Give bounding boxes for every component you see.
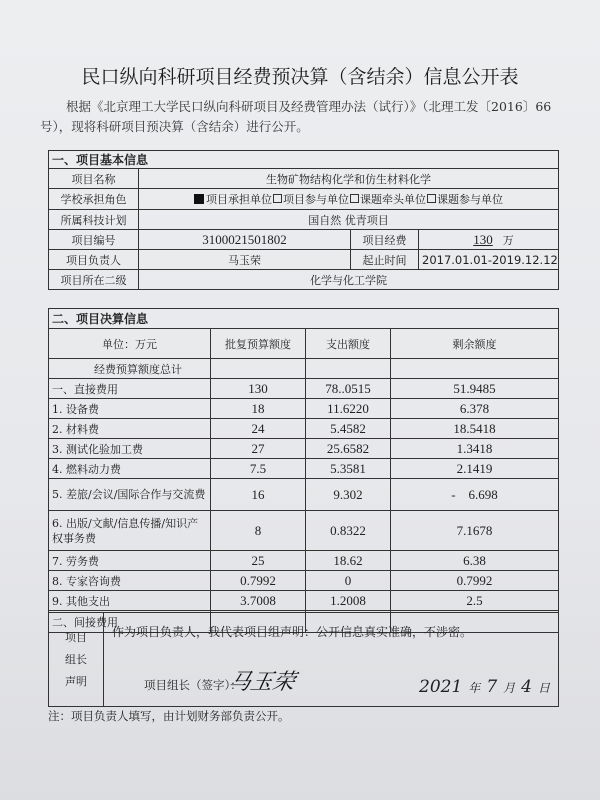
approved-budget: 18: [211, 399, 306, 419]
row-label: 9. 其他支出: [49, 591, 211, 611]
section2-heading: 二、项目决算信息: [49, 309, 559, 329]
table-row: [49, 551, 559, 571]
table-row: [49, 439, 559, 459]
footnote: 注：项目负责人填写，由计划财务部负责公开。: [48, 709, 290, 723]
fund-label: 项目经费: [351, 230, 419, 250]
expenditure: 78..0515: [306, 379, 391, 399]
basic-info-table: [48, 150, 559, 290]
table-row: [49, 479, 559, 511]
expenditure: 11.6220: [306, 399, 391, 419]
expenditure: 1.2008: [306, 591, 391, 611]
intro-paragraph: 根据《北京理工大学民口纵向科研项目及经费管理办法（试行）》（北理工发〔2016〕66号），现将科研项目预决算（含结余）进行公开。: [40, 99, 552, 134]
checkbox-empty-icon: [350, 194, 359, 203]
dept-label: 项目所在二级: [49, 270, 139, 290]
expenditure: 9.302: [306, 479, 391, 511]
table-row: [49, 571, 559, 591]
plan-value: 国自然 优青项目: [139, 210, 559, 230]
checkbox-empty-icon: [273, 194, 282, 203]
approved-budget: 25: [211, 551, 306, 571]
row-label: 6. 出版/文献/信息传播/知识产权事务费: [49, 511, 211, 551]
expenditure: [306, 359, 391, 379]
plan-label: 所属科技计划: [49, 210, 139, 230]
leader-value: 马玉荣: [139, 250, 351, 270]
column-header: 支出额度: [306, 329, 391, 359]
remaining: 1.3418: [391, 439, 559, 459]
remaining: 0.7992: [391, 571, 559, 591]
remaining: 6.378: [391, 399, 559, 419]
fund-cell: [419, 230, 559, 250]
period-label: 起止时间: [351, 250, 419, 270]
remaining: 51.9485: [391, 379, 559, 399]
id-label: 项目编号: [49, 230, 139, 250]
remaining: [391, 359, 559, 379]
approved-budget: 7.5: [211, 459, 306, 479]
row-label: 一、直接费用: [49, 379, 211, 399]
fund-unit: 万: [502, 233, 514, 247]
row-label: 7. 劳务费: [49, 551, 211, 571]
remaining: 2.1419: [391, 459, 559, 479]
signature-label: 项目组长（签字）：: [144, 678, 242, 692]
page-title: 民口纵向科研项目经费预决算（含结余）信息公开表: [81, 66, 519, 88]
column-header: 剩余额度: [391, 329, 559, 359]
day-unit: 日: [537, 681, 550, 695]
signature: 马玉荣: [225, 670, 298, 695]
id-value: 3100021501802: [139, 230, 351, 250]
remaining: 7.1678: [391, 511, 559, 551]
approved-budget: 16: [211, 479, 306, 511]
section1-heading: 一、项目基本信息: [49, 151, 559, 169]
role-options: [139, 189, 559, 210]
declaration-label: 项目组长声明: [49, 613, 104, 707]
role-option-label: 课题参与单位: [437, 193, 503, 206]
year-unit: 年: [468, 681, 481, 695]
date-month: 7: [486, 677, 498, 697]
remaining: 6.38: [391, 551, 559, 571]
checkbox-empty-icon: [427, 194, 436, 203]
row-label: 3. 测试化验加工费: [49, 439, 211, 459]
expenditure: 0.8322: [306, 511, 391, 551]
row-label: 5. 差旅/会议/国际合作与交流费: [49, 479, 211, 511]
remaining: 18.5418: [391, 419, 559, 439]
expenditure: 18.62: [306, 551, 391, 571]
month-unit: 月: [503, 681, 516, 695]
approved-budget: 8: [211, 511, 306, 551]
table-row: [49, 379, 559, 399]
expenditure: 5.4582: [306, 419, 391, 439]
expenditure: 0: [306, 571, 391, 591]
declaration-table: [48, 612, 559, 707]
row-label: 1. 设备费: [49, 399, 211, 419]
declaration-body: [104, 613, 558, 706]
date-year: 2021: [419, 677, 463, 697]
expenditure: 25.6582: [306, 439, 391, 459]
column-header: 单位：万元: [49, 329, 211, 359]
row-label: 经费预算额度总计: [49, 359, 211, 379]
row-label: 8. 专家咨询费: [49, 571, 211, 591]
role-label: 学校承担角色: [49, 189, 139, 210]
sign-date: [413, 677, 550, 697]
role-option-label: 项目承担单位: [206, 193, 272, 206]
column-header: 批复预算额度: [211, 329, 306, 359]
approved-budget: 130: [211, 379, 306, 399]
role-option-label: 项目参与单位: [283, 193, 349, 206]
approved-budget: [211, 359, 306, 379]
table-row: [49, 359, 559, 379]
declaration-statement: 作为项目负责人，我代表项目组声明：公开信息真实准确，不涉密。: [112, 625, 473, 639]
approved-budget: 24: [211, 419, 306, 439]
remaining: 2.5: [391, 591, 559, 611]
name-label: 项目名称: [49, 169, 139, 189]
row-label: 二、间接费用: [49, 611, 211, 633]
name-value: 生物矿物结构化学和仿生材料化学: [139, 169, 559, 189]
table-row: [49, 459, 559, 479]
table-row: [49, 419, 559, 439]
leader-label: 项目负责人: [49, 250, 139, 270]
fund-value: 130: [473, 231, 493, 247]
dept-value: 化学与化工学院: [139, 270, 559, 290]
expenditure: 5.3581: [306, 459, 391, 479]
approved-budget: 0.7992: [211, 571, 306, 591]
remaining: - 6.698: [391, 479, 559, 511]
role-option-label: 课题牵头单位: [360, 193, 426, 206]
period-value: 2017.01.01-2019.12.12: [419, 250, 559, 270]
date-day: 4: [521, 677, 532, 697]
approved-budget: 27: [211, 439, 306, 459]
table-row: [49, 591, 559, 611]
row-label: 4. 燃料动力费: [49, 459, 211, 479]
approved-budget: 3.7008: [211, 591, 306, 611]
table-row: [49, 399, 559, 419]
budget-table: [48, 308, 559, 633]
table-row: [49, 511, 559, 551]
checkbox-checked-icon: [194, 194, 204, 204]
row-label: 2. 材料费: [49, 419, 211, 439]
